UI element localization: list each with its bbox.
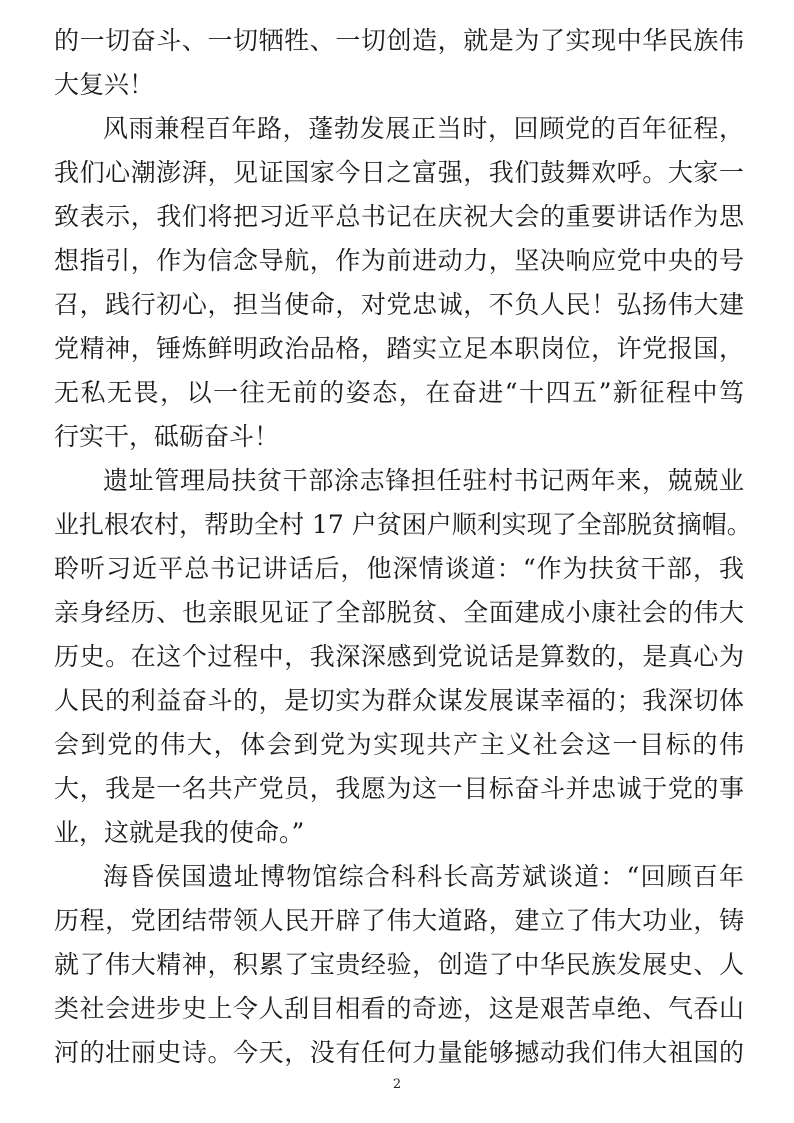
text-line: 行实干，砥砺奋斗！ [54,422,280,451]
text-line: 致表示，我们将把习近平总书记在庆祝大会的重要讲话作为思 [54,202,744,231]
text-line: 历史。在这个过程中，我深深感到党说话是算数的，是真心为 [54,642,744,671]
text-line: 无私无畏，以一往无前的姿态，在奋进“十四五”新征程中笃 [54,378,744,407]
text-line: 党精神，锤炼鲜明政治品格，踏实立足本职岗位，许党报国， [54,334,744,363]
paragraph-first-line: 风雨兼程百年路，蓬勃发展正当时，回顾党的百年征程， [103,114,744,143]
text-line: 聆听习近平总书记讲话后，他深情谈道：“作为扶贫干部，我 [54,554,744,583]
text-line: 会到党的伟大，体会到党为实现共产主义社会这一目标的伟 [54,730,744,759]
text-line: 我们心潮澎湃，见证国家今日之富强，我们鼓舞欢呼。大家一 [54,158,744,187]
text-line: 河的壮丽史诗。今天，没有任何力量能够撼动我们伟大祖国的 [54,1038,744,1067]
text-line: 的一切奋斗、一切牺牲、一切创造，就是为了实现中华民族伟 [54,26,744,55]
text-line: 大复兴！ [54,70,155,99]
text-line: 人民的利益奋斗的，是切实为群众谋发展谋幸福的；我深切体 [54,686,744,715]
paragraph-first-line: 遗址管理局扶贫干部涂志锋担任驻村书记两年来，兢兢业 [103,466,744,495]
text-line: 召，践行初心，担当使命，对党忠诚，不负人民！弘扬伟大建 [54,290,744,319]
text-line: 想指引，作为信念导航，作为前进动力，坚决响应党中央的号 [54,246,744,275]
text-line: 业扎根农村，帮助全村 17 户贫困户顺利实现了全部脱贫摘帽。 [54,510,752,539]
text-line: 亲身经历、也亲眼见证了全部脱贫、全面建成小康社会的伟大 [54,598,744,627]
text-line: 历程，党团结带领人民开辟了伟大道路，建立了伟大功业，铸 [54,906,744,935]
text-line: 就了伟大精神，积累了宝贵经验，创造了中华民族发展史、人 [54,950,744,979]
text-line: 类社会进步史上令人刮目相看的奇迹，这是艰苦卓绝、气吞山 [54,994,744,1023]
text-line: 业，这就是我的使命。” [54,818,305,847]
page-number: 2 [392,1077,402,1092]
paragraph-first-line: 海昏侯国遗址博物馆综合科科长高芳斌谈道：“回顾百年 [103,862,744,891]
text-line: 大，我是一名共产党员，我愿为这一目标奋斗并忠诚于党的事 [54,774,744,803]
